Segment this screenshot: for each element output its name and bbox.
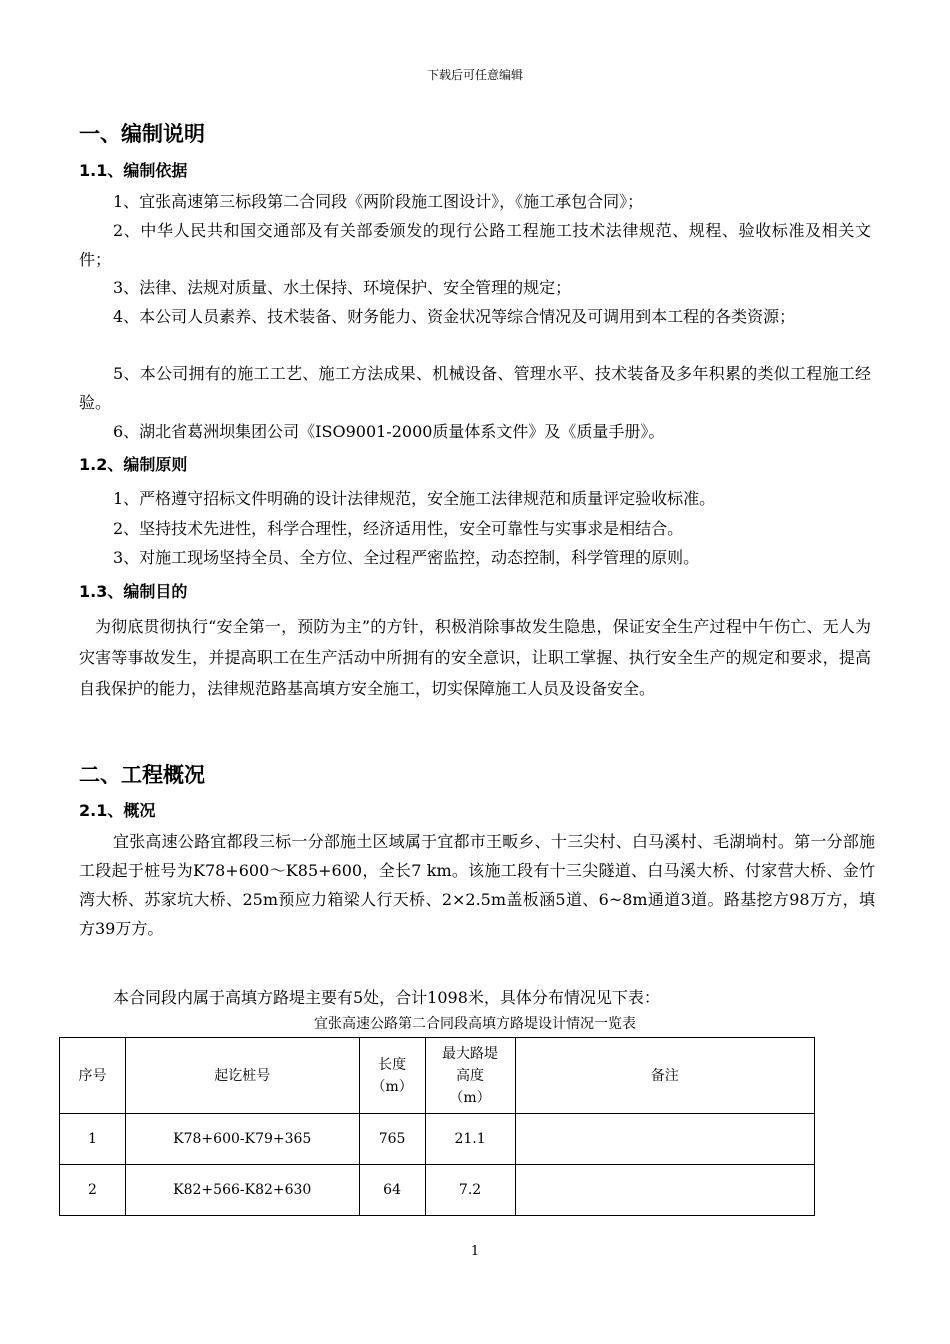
principle-item-1: 1、严格遵守招标文件明确的设计法律规范，安全施工法律规范和质量评定验收标准。 bbox=[113, 489, 716, 508]
header-height-line2: 高度 bbox=[456, 1067, 485, 1084]
overview-paragraph-1: 宜张高速公路宜都段三标一分部施土区域属于宜都市王畈乡、十三尖村、白马溪村、毛湖埫村。第一分部施工段起于桩号为K78+600～K85+600，全长7 km。该施工段有十三尖隧道、白马溪大桥、付家营大桥、金竹湾大桥、苏家坑大桥、25m预应力箱梁人行天桥、2×2.5m盖板涵5道、6~8m通道3道。路基挖方98万方，填方39万方。 bbox=[79, 832, 875, 938]
section2-1-title: 2.1、概况 bbox=[79, 801, 156, 820]
header-height-line1: 最大路堤 bbox=[442, 1045, 499, 1062]
section1-title: 一、编制说明 bbox=[79, 122, 205, 146]
basis-item-5: 5、本公司拥有的施工工艺、施工方法成果、机械设备、管理水平、技术装备及多年积累的类似工程施工经验。 bbox=[79, 364, 871, 412]
section1-1-title: 1.1、编制依据 bbox=[79, 161, 188, 180]
table-header-row bbox=[60, 1038, 815, 1114]
overview-paragraph-2: 本合同段内属于高填方路堤主要有5处，合计1098米，具体分布情况见下表： bbox=[113, 988, 660, 1007]
table-row bbox=[60, 1114, 815, 1165]
header-length-line2: （m） bbox=[371, 1078, 413, 1095]
embankment-table bbox=[59, 1037, 815, 1216]
purpose-paragraph: 为彻底贯彻执行“安全第一，预防为主”的方针，积极消除事故发生隐患，保证安全生产过程中午伤亡、无人为灾害等事故发生，并提高职工在生产活动中所拥有的安全意识，让职工掌握、执行安全生产的规定和要求，提高自我保护的能力，法律规范路基高填方安全施工，切实保障施工人员及设备安全。 bbox=[79, 617, 871, 698]
table-row bbox=[60, 1165, 815, 1216]
header-range: 起讫桩号 bbox=[125, 1038, 359, 1114]
header-note: 下载后可任意编辑 bbox=[426, 68, 523, 82]
principle-item-3: 3、对施工现场坚持全员、全方位、全过程严密监控，动态控制，科学管理的原则。 bbox=[113, 548, 700, 567]
header-length bbox=[359, 1038, 425, 1114]
header-no: 序号 bbox=[60, 1038, 126, 1114]
section1-3-title: 1.3、编制目的 bbox=[79, 582, 188, 601]
cell-range: K82+566-K82+630 bbox=[125, 1165, 359, 1216]
basis-item-2: 2、中华人民共和国交通部及有关部委颁发的现行公路工程施工技术法律规范、规程、验收标准及相关文件； bbox=[79, 221, 871, 269]
basis-item-1: 1、宜张高速第三标段第二合同段《两阶段施工图设计》，《施工承包合同》； bbox=[113, 192, 644, 211]
cell-length: 765 bbox=[359, 1114, 425, 1165]
table-caption: 宜张高速公路第二合同段高填方路堤设计情况一览表 bbox=[314, 1016, 636, 1032]
principle-item-2: 2、坚持技术先进性，科学合理性，经济适用性，安全可靠性与实事求是相结合。 bbox=[113, 519, 684, 538]
section2-title: 二、工程概况 bbox=[79, 763, 205, 787]
header-height-line3: （m） bbox=[449, 1089, 491, 1106]
cell-height: 21.1 bbox=[425, 1114, 515, 1165]
basis-item-4: 4、本公司人员素养、技术装备、财务能力、资金状况等综合情况及可调用到本工程的各类资源； bbox=[113, 307, 796, 326]
cell-range: K78+600-K79+365 bbox=[125, 1114, 359, 1165]
basis-item-3: 3、法律、法规对质量、水土保持、环境保护、安全管理的规定； bbox=[113, 278, 572, 297]
basis-item-6: 6、湖北省葛洲坝集团公司《ISO9001-2000质量体系文件》及《质量手册》。 bbox=[113, 422, 665, 441]
cell-no: 1 bbox=[60, 1114, 126, 1165]
page-number: 1 bbox=[470, 1244, 480, 1259]
cell-no: 2 bbox=[60, 1165, 126, 1216]
section1-2-title: 1.2、编制原则 bbox=[79, 455, 188, 474]
header-remark: 备注 bbox=[515, 1038, 815, 1114]
cell-remark bbox=[515, 1114, 815, 1165]
header-height bbox=[425, 1038, 515, 1114]
header-length-line1: 长度 bbox=[378, 1056, 407, 1073]
cell-remark bbox=[515, 1165, 815, 1216]
cell-height: 7.2 bbox=[425, 1165, 515, 1216]
cell-length: 64 bbox=[359, 1165, 425, 1216]
